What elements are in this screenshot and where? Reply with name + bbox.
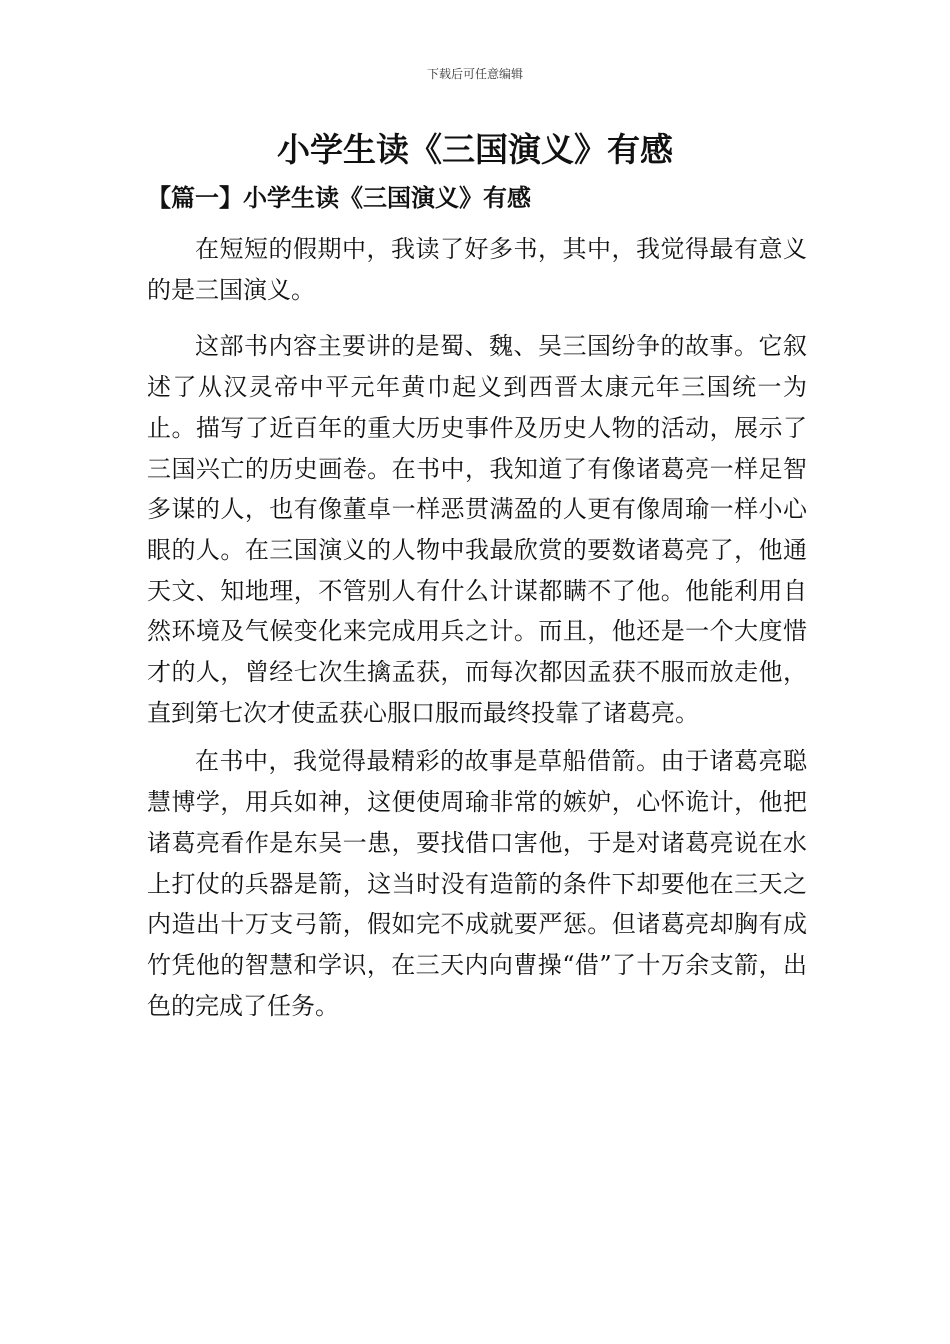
- paragraph-1: 在短短的假期中，我读了好多书，其中，我觉得最有意义的是三国演义。: [147, 235, 807, 304]
- document-body: [147, 229, 807, 1026]
- section-heading: 【篇一】小学生读《三国演义》有感: [147, 183, 531, 212]
- paragraph-2: 这部书内容主要讲的是蜀、魏、吴三国纷争的故事。它叙述了从汉灵帝中平元年黄巾起义到西晋太康元年三国统一为止。描写了近百年的重大历史事件及历史人物的活动，展示了三国兴亡的历史画卷。在书中，我知道了有像诸葛亮一样足智多谋的人，也有像董卓一样恶贯满盈的人更有像周瑜一样小心眼的人。在三国演义的人物中我最欣赏的要数诸葛亮了，他通天文、知地理，不管别人有什么计谋都瞒不了他。他能利用自然环境及气候变化来完成用兵之计。而且，他还是一个大度惜才的人，曾经七次生擒孟获，而每次都因孟获不服而放走他，直到第七次才使孟获心服口服而最终投靠了诸葛亮。: [147, 332, 807, 727]
- paragraph-3: 在书中，我觉得最精彩的故事是草船借箭。由于诸葛亮聪慧博学，用兵如神，这便使周瑜非常的嫉妒，心怀诡计，他把诸葛亮看作是东吴一患，要找借口害他，于是对诸葛亮说在水上打仗的兵器是箭，这当时没有造箭的条件下却要他在三天之内造出十万支弓箭，假如完不成就要严惩。但诸葛亮却胸有成竹凭他的智慧和学识，在三天内向曹操“借”了十万余支箭，出色的完成了任务。: [147, 747, 807, 1020]
- document-title: 小学生读《三国演义》有感: [277, 130, 673, 169]
- header-note: 下载后可任意编辑: [426, 67, 523, 81]
